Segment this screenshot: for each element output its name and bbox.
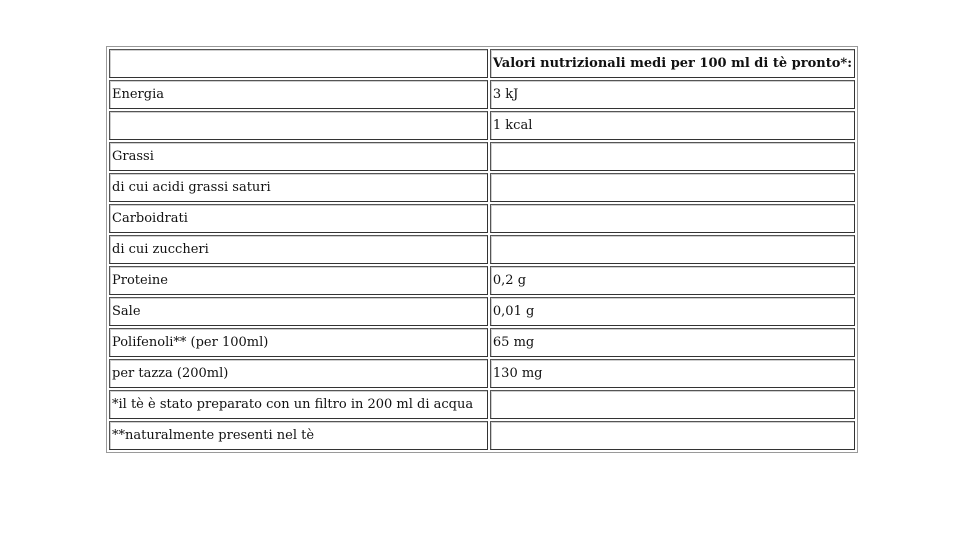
row-label-cell: Proteine	[109, 266, 488, 295]
row-label-cell: *il tè è stato preparato con un filtro in 200 ml di acqua	[109, 390, 488, 419]
table-row	[109, 80, 855, 109]
table-row	[109, 142, 855, 171]
row-label-cell: Sale	[109, 297, 488, 326]
row-value-cell: 1 kcal	[490, 111, 855, 140]
row-value-cell: 0,01 g	[490, 297, 855, 326]
table-row	[109, 204, 855, 233]
row-value-cell: 0,2 g	[490, 266, 855, 295]
row-value-cell	[490, 390, 855, 419]
header-value-cell: Valori nutrizionali medi per 100 ml di tè pronto*:	[490, 49, 855, 78]
table-row	[109, 235, 855, 264]
row-value-cell: 130 mg	[490, 359, 855, 388]
row-value-cell	[490, 204, 855, 233]
row-label-cell	[109, 111, 488, 140]
row-value-cell: 3 kJ	[490, 80, 855, 109]
row-label-cell: Grassi	[109, 142, 488, 171]
nutrition-table-grid	[107, 47, 857, 452]
table-row	[109, 328, 855, 357]
row-label-cell: di cui zuccheri	[109, 235, 488, 264]
table-row	[109, 297, 855, 326]
row-label-cell: Polifenoli** (per 100ml)	[109, 328, 488, 357]
row-value-cell	[490, 142, 855, 171]
table-row	[109, 390, 855, 419]
row-label-cell: per tazza (200ml)	[109, 359, 488, 388]
nutrition-table	[106, 46, 858, 453]
row-label-cell: Carboidrati	[109, 204, 488, 233]
table-row	[109, 266, 855, 295]
table-row	[109, 111, 855, 140]
header-label-cell	[109, 49, 488, 78]
table-row	[109, 173, 855, 202]
table-header-row	[109, 49, 855, 78]
row-label-cell: **naturalmente presenti nel tè	[109, 421, 488, 450]
row-value-cell	[490, 173, 855, 202]
row-value-cell	[490, 235, 855, 264]
table-row	[109, 421, 855, 450]
row-value-cell	[490, 421, 855, 450]
row-label-cell: Energia	[109, 80, 488, 109]
row-value-cell: 65 mg	[490, 328, 855, 357]
row-label-cell: di cui acidi grassi saturi	[109, 173, 488, 202]
table-row	[109, 359, 855, 388]
